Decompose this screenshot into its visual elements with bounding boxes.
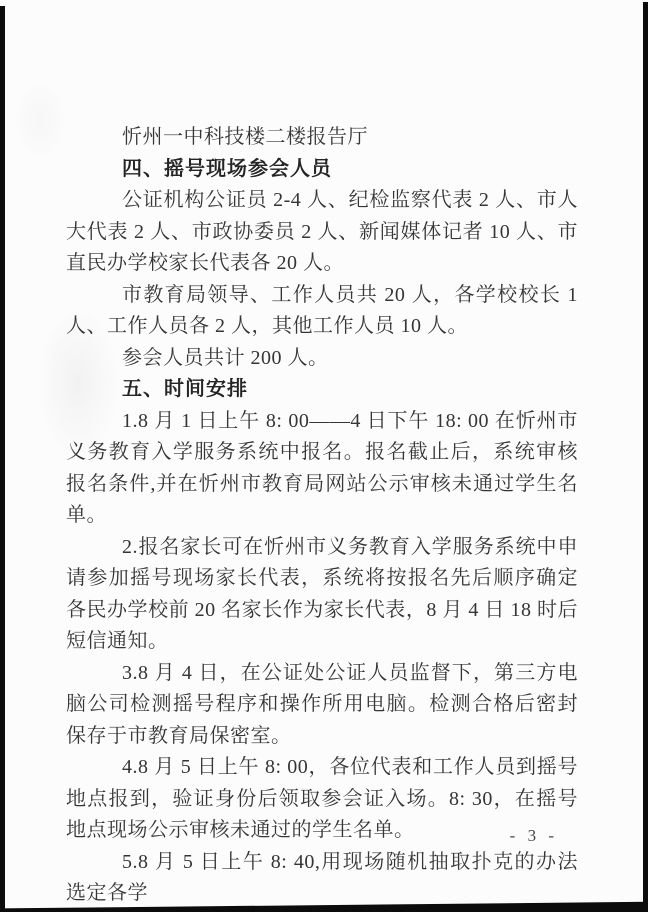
paragraph-bureau-staff: 市教育局领导、工作人员共 20 人，各学校校长 1 人、工作人员各 2 人，其他工作人员 10 人。 [66,283,578,337]
scan-edge-right [643,2,648,912]
paragraph-schedule-5: 5.8 月 5 日上午 8: 40,用现场随机抽取扑克的办法选定各学 [66,850,578,904]
paragraph-schedule-4: 4.8 月 5 日上午 8: 00，各位代表和工作人员到摇号地点报到，验证身份后领取参会证入场。8: 30，在摇号地点现场公示审核未通过的学生名单。 [66,756,578,841]
page-number: - 3 - [509,826,558,845]
paragraph-schedule-3: 3.8 月 4 日，在公证处公证人员监督下，第三方电脑公司检测摇号程序和操作所用电脑。检测合格后密封保存于市教育局保密室。 [66,661,578,747]
document-body [66,122,578,910]
paragraph-total-count: 参会人员共计 200 人。 [122,346,329,369]
paragraph-schedule-2: 2.报名家长可在忻州市义务教育入学服务系统中申请参加摇号现场家长代表，系统将按报名先后顺序确定各民办学校前 20 名家长作为家长代表，8 月 4 日 18 时后短信通知。 [66,535,578,652]
section-heading-schedule: 五、时间安排 [122,378,248,400]
venue-line: 忻州一中科技楼二楼报告厅 [122,126,368,148]
paragraph-representatives: 公证机构公证员 2-4 人、纪检监察代表 2 人、市人大代表 2 人、市政协委员 2 人、新闻媒体记者 10 人、市直民办学校家长代表各 20 人。 [66,189,578,274]
scan-edge-left [0,6,5,912]
section-heading-participants: 四、摇号现场参会人员 [122,157,332,180]
paragraph-schedule-1: 1.8 月 1 日上午 8: 00——4 日下午 18: 00 在忻州市义务教育入学服务系统中报名。报名截止后，系统审核报名条件,并在忻州市教育局网站公示审核未通过学生名单。 [66,409,578,526]
